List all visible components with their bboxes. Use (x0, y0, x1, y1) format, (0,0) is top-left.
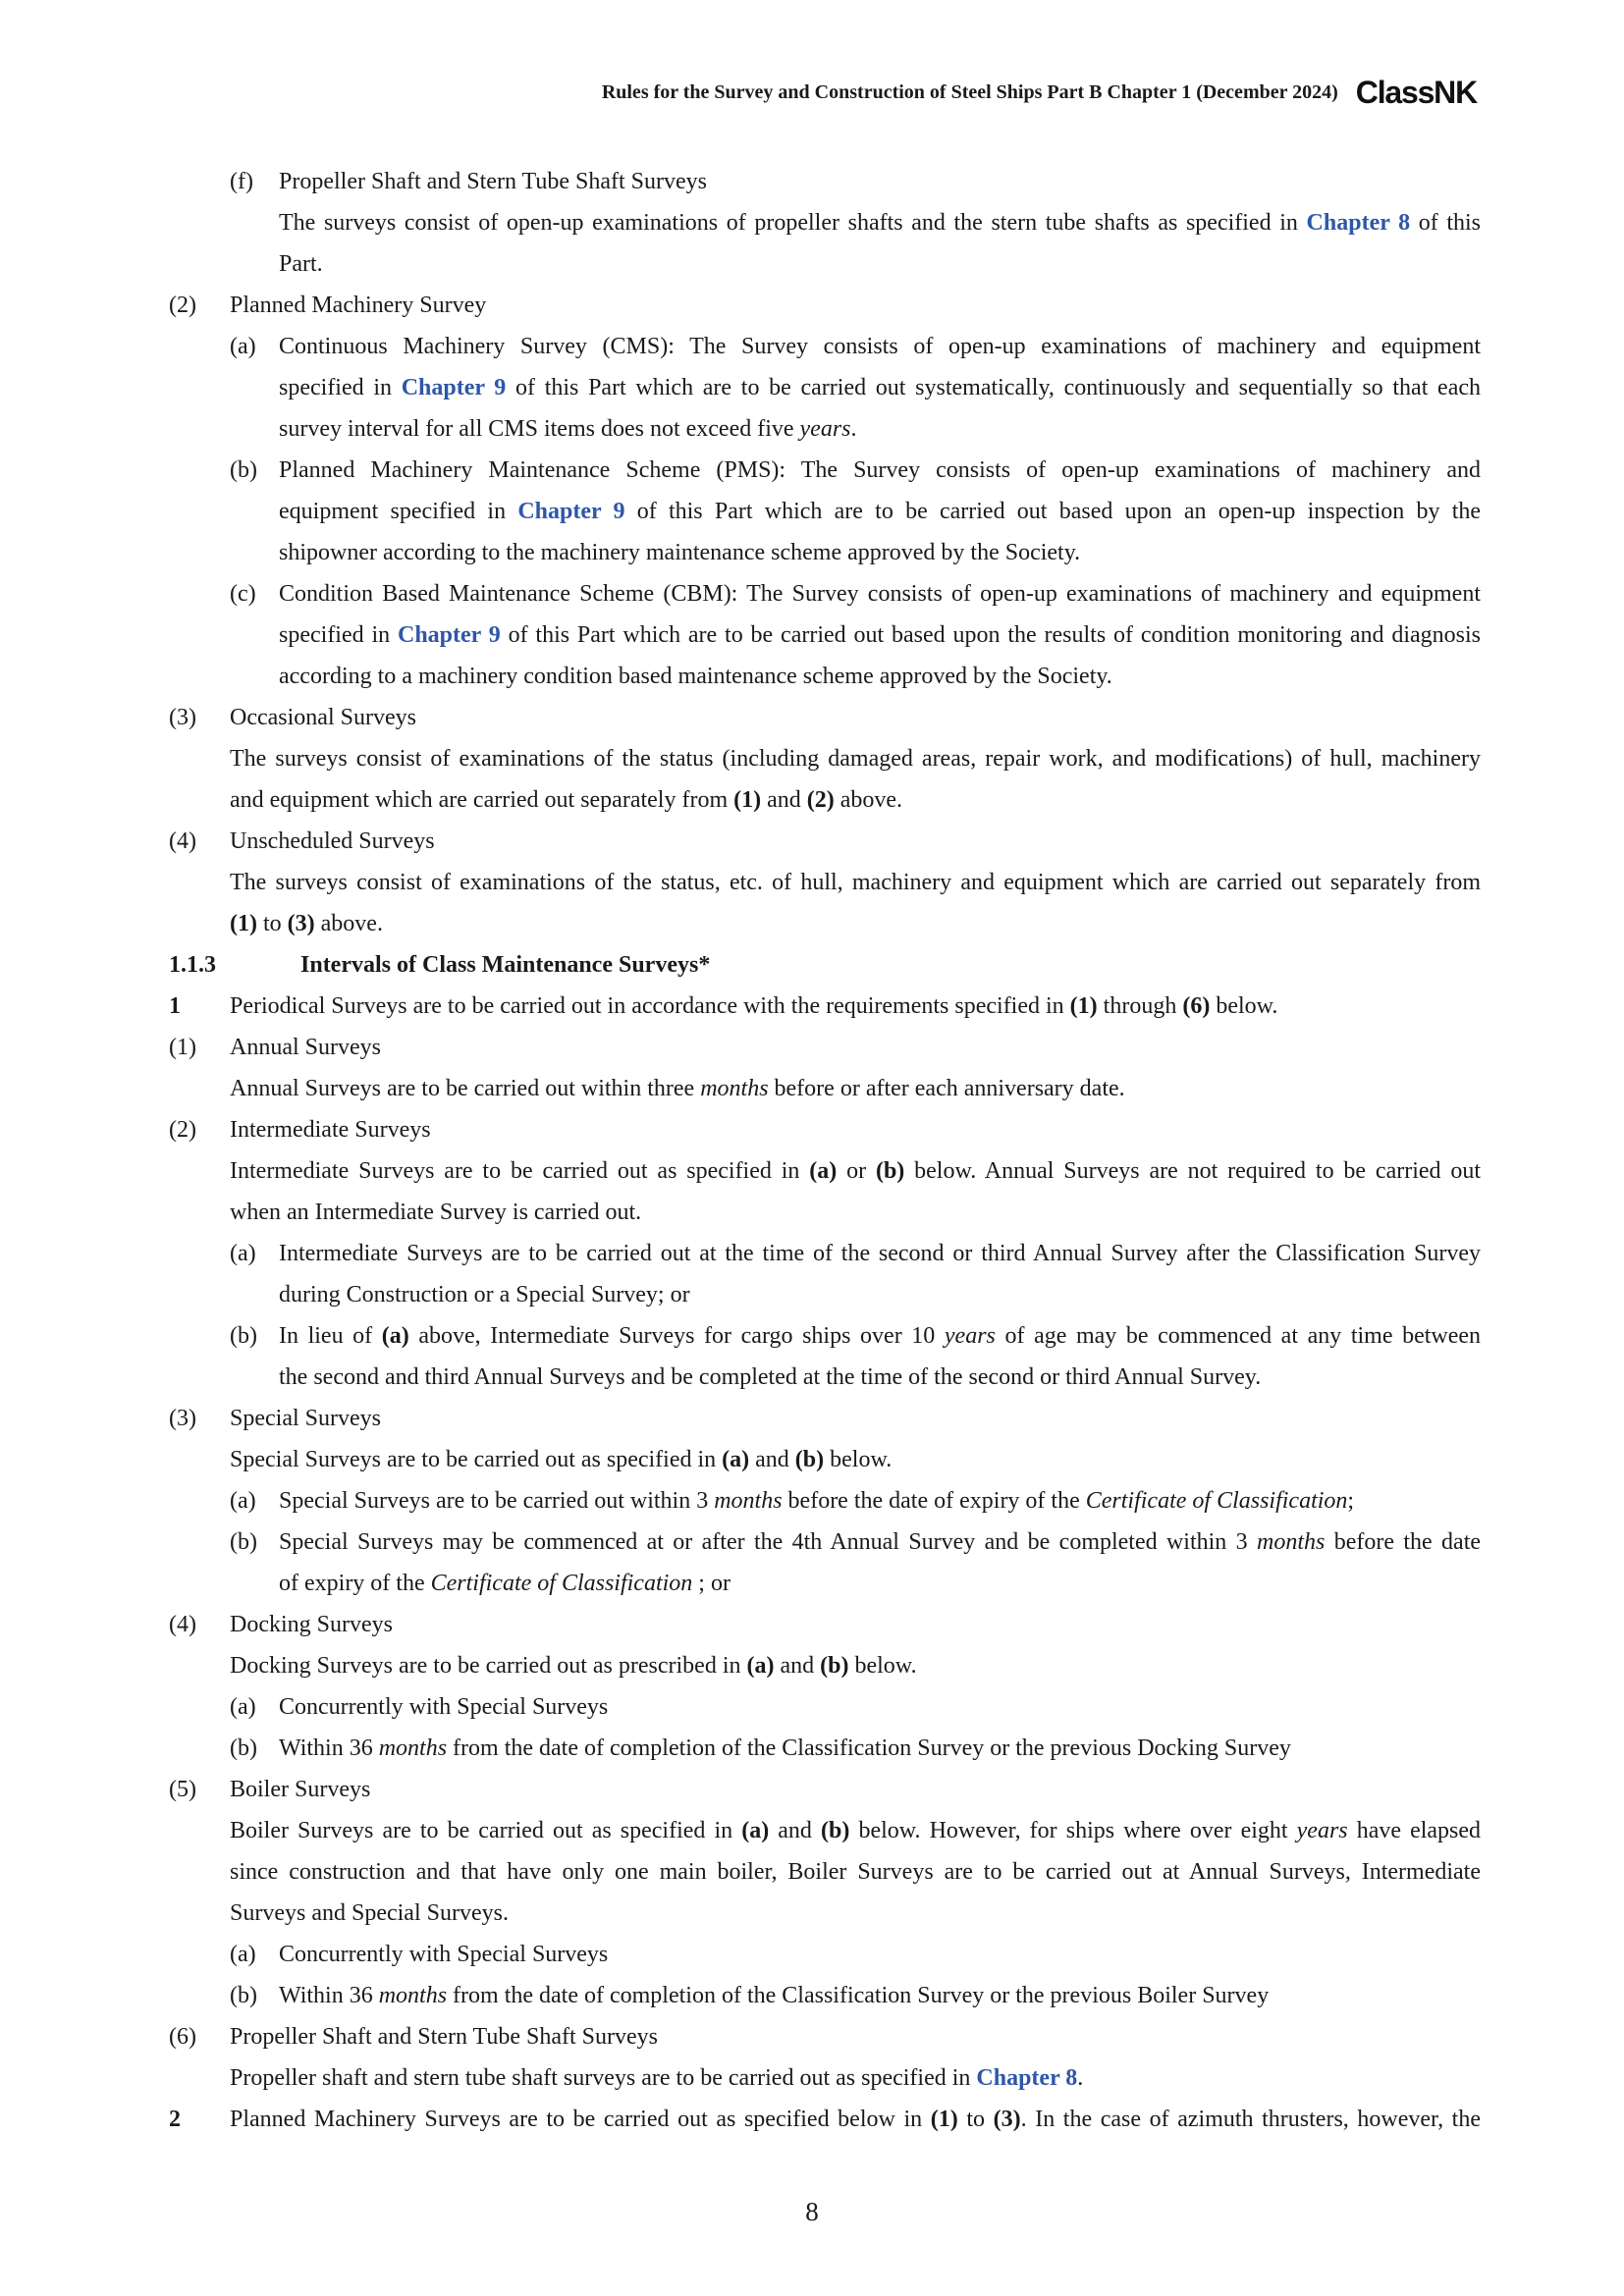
item-3-line1: The surveys consist of examinations of the status (including damaged areas, repair work, and modifications) of hull, machinery (230, 746, 1481, 772)
page-header (147, 77, 1477, 108)
item-q2-line2: when an Intermediate Survey is carried out. (230, 1200, 642, 1225)
classnk-logo: ClassNK (1355, 75, 1477, 110)
item-q2a-line2: during Construction or a Special Survey; or (279, 1282, 690, 1308)
chapter-8-link[interactable]: Chapter 8 (976, 2065, 1078, 2091)
item-3-title: (3) Occasional Surveys (169, 705, 416, 730)
chapter-9-link[interactable]: Chapter 9 (397, 622, 501, 648)
item-q2b-line2: the second and third Annual Surveys and be completed at the time of the second or third Annual Survey. (279, 1364, 1262, 1390)
item-2a-line1: (a) Continuous Machinery Survey (CMS): The Survey consists of open-up examinations of machinery and equipment (230, 334, 1481, 359)
item-q5-line3: Surveys and Special Surveys. (230, 1900, 509, 1926)
section-heading-1-1-3: 1.1.3 Intervals of Class Maintenance Surveys* (169, 952, 711, 978)
item-f-title: (f) Propeller Shaft and Stern Tube Shaft Surveys (230, 169, 707, 194)
item-2b-line1: (b) Planned Machinery Maintenance Scheme (PMS): The Survey consists of open-up examinations of machinery and (230, 457, 1481, 483)
item-q5a: (a) Concurrently with Special Surveys (230, 1942, 609, 1967)
item-f-body-cont: Part. (279, 251, 323, 277)
item-q4-line1: Docking Surveys are to be carried out as prescribed in (a) and (b) below. (230, 1653, 917, 1679)
item-2a-line3: survey interval for all CMS items does not exceed five years. (279, 416, 857, 442)
item-f-body: The surveys consist of open-up examinations of propeller shafts and the stern tube shafts as specified in Chapter 8 of this (279, 210, 1482, 236)
item-3-line2: and equipment which are carried out separately from (1) and (2) above. (230, 787, 903, 813)
item-q1-body: Annual Surveys are to be carried out within three months before or after each anniversary date. (230, 1076, 1125, 1101)
item-q5-line2: since construction and that have only one main boiler, Boiler Surveys are to be carried out at Annual Surveys, Intermediate (230, 1859, 1481, 1885)
chapter-9-link[interactable]: Chapter 9 (401, 375, 507, 400)
item-2-title: (2) Planned Machinery Survey (169, 293, 487, 318)
document-body (169, 161, 1481, 2140)
item-q6-title: (6) Propeller Shaft and Stern Tube Shaft Surveys (169, 2024, 658, 2050)
item-q1-title: (1) Annual Surveys (169, 1035, 381, 1060)
item-q4a: (a) Concurrently with Special Surveys (230, 1694, 609, 1720)
item-q3b-line2: of expiry of the Certificate of Classification ; or (279, 1571, 731, 1596)
item-q2-line1: Intermediate Surveys are to be carried out as specified in (a) or (b) below. Annual Surveys are not required to be carried out (230, 1158, 1482, 1184)
item-q4-title: (4) Docking Surveys (169, 1612, 393, 1637)
item-4-line1: The surveys consist of examinations of the status, etc. of hull, machinery and equipment which are carried out separately from (230, 870, 1481, 895)
item-2b-line2: equipment specified in Chapter 9 of this Part which are to be carried out based upon an open-up inspection by the (279, 499, 1482, 524)
item-q3a: (a) Special Surveys are to be carried out within 3 months before the date of expiry of the Certificate of Classification; (230, 1488, 1355, 1514)
item-q4b: (b) Within 36 months from the date of completion of the Classification Survey or the previous Docking Survey (230, 1735, 1291, 1761)
item-2c-line1: (c) Condition Based Maintenance Scheme (CBM): The Survey consists of open-up examinations of machinery and equipment (230, 581, 1481, 607)
running-title: Rules for the Survey and Construction of Steel Ships Part B Chapter 1 (December 2024) (601, 80, 1338, 103)
chapter-9-link[interactable]: Chapter 9 (517, 499, 625, 524)
page-number: 8 (805, 2197, 819, 2226)
item-2b-line3: shipowner according to the machinery maintenance scheme approved by the Society. (279, 540, 1081, 565)
item-q3b-line1: (b) Special Surveys may be commenced at or after the 4th Annual Survey and be completed within 3 months before the date (230, 1529, 1482, 1555)
item-q2-title: (2) Intermediate Surveys (169, 1117, 431, 1143)
item-2c-line3: according to a machinery condition based maintenance scheme approved by the Society. (279, 664, 1112, 689)
item-4-title: (4) Unscheduled Surveys (169, 828, 435, 854)
chapter-8-link[interactable]: Chapter 8 (1306, 210, 1411, 236)
item-q3-line1: Special Surveys are to be carried out as specified in (a) and (b) below. (230, 1447, 893, 1472)
item-q5b: (b) Within 36 months from the date of completion of the Classification Survey or the previous Boiler Survey (230, 1983, 1270, 2008)
item-q5-title: (5) Boiler Surveys (169, 1777, 371, 1802)
item-q5-line1: Boiler Surveys are to be carried out as specified in (a) and (b) below. However, for ships where over eight years have elapsed (230, 1818, 1482, 1843)
paragraph-2: 2 Planned Machinery Surveys are to be carried out as specified below in (1) to (3). In the case of azimuth thrusters, however, the (169, 2107, 1481, 2132)
item-4-line2: (1) to (3) above. (230, 911, 383, 936)
paragraph-1: 1 Periodical Surveys are to be carried out in accordance with the requirements specified in (1) through (6) below. (169, 993, 1278, 1019)
item-q6-body: Propeller shaft and stern tube shaft surveys are to be carried out as specified in Chapter 8. (230, 2065, 1084, 2091)
item-2c-line2: specified in Chapter 9 of this Part which are to be carried out based upon the results of condition monitoring and diagnosis (279, 622, 1482, 648)
item-q2a-line1: (a) Intermediate Surveys are to be carried out at the time of the second or third Annual Survey after the Classification Survey (230, 1241, 1481, 1266)
item-q2b-line1: (b) In lieu of (a) above, Intermediate Surveys for cargo ships over 10 years of age may be commenced at any time between (230, 1323, 1482, 1349)
item-2a-line2: specified in Chapter 9 of this Part which are to be carried out systematically, continuously and sequentially so that each (279, 375, 1482, 400)
item-q3-title: (3) Special Surveys (169, 1406, 381, 1431)
